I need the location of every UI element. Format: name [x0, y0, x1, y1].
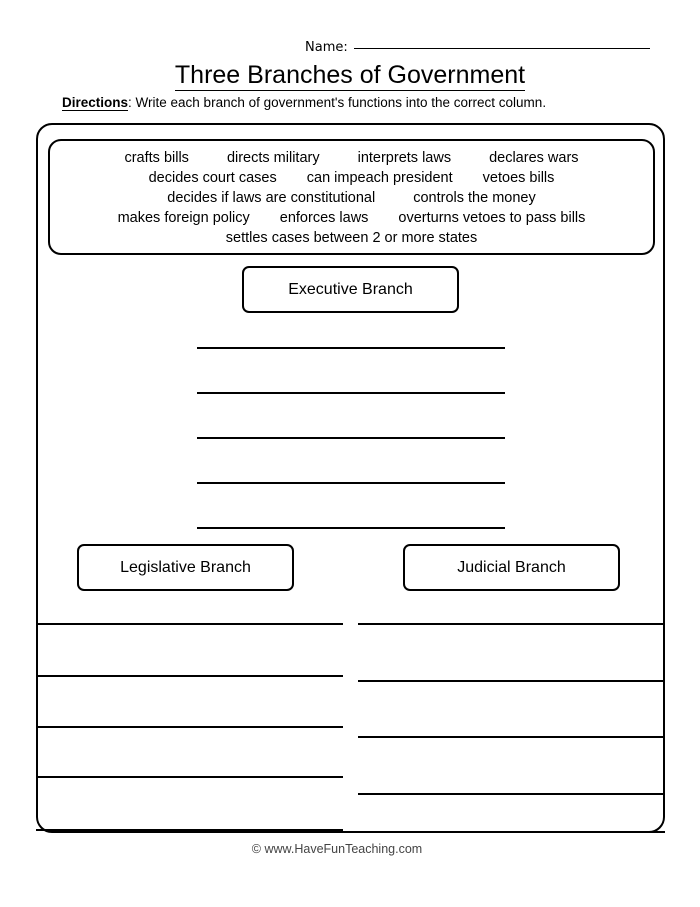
word-bank-term[interactable]: enforces laws	[279, 209, 369, 226]
word-bank-line	[226, 228, 477, 248]
executive-answer-line[interactable]	[197, 482, 505, 484]
page-title-text: Three Branches of Government	[174, 61, 526, 89]
judicial-answer-line[interactable]	[358, 793, 665, 795]
word-bank-line	[124, 148, 578, 168]
judicial-answer-line[interactable]	[358, 831, 665, 833]
judicial-answer-line[interactable]	[358, 736, 665, 738]
footer	[0, 842, 700, 856]
branch-label-executive	[242, 266, 459, 313]
word-bank-term[interactable]: overturns vetoes to pass bills	[398, 209, 586, 226]
legislative-answer-line[interactable]	[36, 623, 343, 625]
word-bank	[48, 139, 655, 255]
legislative-answer-line[interactable]	[36, 776, 343, 778]
legislative-answer-line[interactable]	[36, 675, 343, 677]
judicial-answer-line[interactable]	[358, 623, 665, 625]
directions-text: : Write each branch of government's functions into the correct column.	[128, 95, 547, 110]
branch-label-legislative-text: Legislative Branch	[120, 558, 251, 576]
executive-answer-line[interactable]	[197, 527, 505, 529]
executive-answer-line[interactable]	[197, 347, 505, 349]
name-field-row	[305, 40, 650, 55]
word-bank-term[interactable]: settles cases between 2 or more states	[225, 229, 478, 246]
word-bank-term[interactable]: can impeach president	[306, 169, 453, 186]
word-bank-line	[167, 188, 535, 208]
word-bank-line	[149, 168, 555, 188]
word-bank-term[interactable]: decides court cases	[148, 169, 277, 186]
word-bank-term[interactable]: makes foreign policy	[117, 209, 250, 226]
branch-label-legislative	[77, 544, 294, 591]
branch-label-judicial	[403, 544, 620, 591]
word-bank-term[interactable]: decides if laws are constitutional	[167, 189, 376, 206]
word-bank-term[interactable]: vetoes bills	[482, 169, 555, 186]
branch-label-judicial-text: Judicial Branch	[457, 558, 566, 576]
word-bank-term[interactable]: controls the money	[413, 189, 536, 206]
executive-answer-line[interactable]	[197, 392, 505, 394]
footer-credit: www.HaveFunTeaching.com	[264, 842, 423, 856]
legislative-answer-line[interactable]	[36, 829, 343, 831]
branch-label-executive-text: Executive Branch	[288, 280, 413, 298]
legislative-answer-line[interactable]	[36, 726, 343, 728]
word-bank-term[interactable]: declares wars	[489, 149, 579, 166]
word-bank-term[interactable]: directs military	[226, 149, 320, 166]
copyright-symbol: ©	[251, 842, 261, 856]
word-bank-term[interactable]: crafts bills	[124, 149, 189, 166]
word-bank-line	[118, 208, 586, 228]
directions	[62, 94, 546, 112]
page-title	[0, 60, 700, 90]
name-label: Name:	[305, 40, 348, 55]
word-bank-term[interactable]: interprets laws	[357, 149, 452, 166]
name-input-rule[interactable]	[354, 47, 650, 49]
judicial-answer-line[interactable]	[358, 680, 665, 682]
directions-label: Directions	[62, 95, 129, 110]
executive-answer-line[interactable]	[197, 437, 505, 439]
